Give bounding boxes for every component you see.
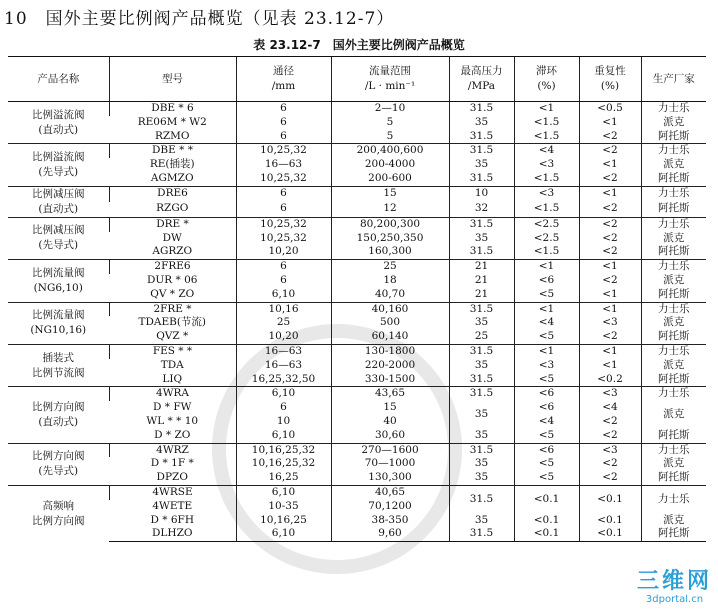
table-cell: 2FRE * <box>109 302 236 316</box>
table-cell: <5 <box>514 457 579 471</box>
table-cell: 10,25,32 <box>236 217 331 231</box>
product-name-cell: 高频响 比例方向阀 <box>8 485 109 541</box>
table-cell: 31.5 <box>449 172 514 186</box>
table-cell: 6,10 <box>236 288 331 302</box>
table-cell: 70,1200 <box>331 500 449 514</box>
table-cell: 10,16,25,32 <box>236 457 331 471</box>
table-cell: 10,16 <box>236 302 331 316</box>
table-cell: 31.5 <box>449 373 514 387</box>
table-cell: <2 <box>579 217 641 231</box>
table-cell: 60,140 <box>331 330 449 344</box>
product-name-cell: 比例减压阀 (先导式) <box>8 217 109 259</box>
table-cell: 30,60 <box>331 429 449 443</box>
table-row <box>8 245 706 259</box>
table-cell: 130-1800 <box>331 344 449 358</box>
table-cell: DUR * 06 <box>147 273 198 286</box>
table-cell: <4 <box>514 316 579 330</box>
table-cell: <2.5 <box>514 232 579 246</box>
table-cell: 4WRZ <box>109 443 236 457</box>
table-row <box>8 443 706 457</box>
table-row <box>8 485 706 499</box>
product-name-cell: 比例流量阀 (NG6,10) <box>8 260 109 302</box>
table-cell: 31.5 <box>449 344 514 358</box>
table-cell: 5 <box>331 130 449 144</box>
table-cell: <5 <box>514 471 579 485</box>
table-cell: 阿托斯 <box>641 245 706 259</box>
table-cell: 10,16,25,32 <box>236 443 331 457</box>
table-row <box>8 316 706 330</box>
table-cell: 16—63 <box>236 344 331 358</box>
table-cell: <1 <box>514 260 579 274</box>
table-cell: 10,25,32 <box>236 232 331 246</box>
table-cell: 6 <box>236 102 331 116</box>
table-cell: <1.5 <box>514 245 579 259</box>
table-cell: <2 <box>579 130 641 144</box>
table-cell: 10,16,25 <box>236 514 331 528</box>
table-cell: RE06M * W2 <box>137 115 207 128</box>
table-cell: 150,250,350 <box>331 232 449 246</box>
table-row <box>8 330 706 344</box>
table-cell: 10 <box>236 415 331 429</box>
table-cell: 力士乐 <box>641 217 706 231</box>
table-cell: 4WRSE <box>109 485 236 499</box>
table-cell: 15 <box>331 186 449 202</box>
column-header: 最高压力 /MPa <box>449 57 514 102</box>
table-cell: <0.1 <box>514 485 579 513</box>
table-cell: <1.5 <box>514 116 579 130</box>
table-cell: 25 <box>449 330 514 344</box>
table-cell: 阿托斯 <box>641 373 706 387</box>
table-cell: 6 <box>236 116 331 130</box>
table-cell: 阿托斯 <box>641 130 706 144</box>
table-cell: 31.5 <box>449 144 514 158</box>
table-cell: <2.5 <box>514 217 579 231</box>
table-cell: <3 <box>514 359 579 373</box>
column-header: 流量范围 /L · min⁻¹ <box>331 57 449 102</box>
table-cell: 6,10 <box>236 387 331 401</box>
table-cell: FES * * <box>109 344 236 358</box>
table-cell: 10,20 <box>236 330 331 344</box>
table-cell: QV * ZO <box>150 287 195 300</box>
product-name-cell: 比例流量阀 (NG10,16) <box>8 302 109 344</box>
table-cell: 6 <box>236 260 331 274</box>
table-cell: 25 <box>236 316 331 330</box>
table-cell: <5 <box>514 288 579 302</box>
table-cell: 派克 <box>641 316 706 330</box>
table-cell: <2 <box>579 471 641 485</box>
table-cell: <3 <box>514 158 579 172</box>
table-cell: 阿托斯 <box>641 527 706 541</box>
table-row <box>8 260 706 274</box>
table-row <box>8 116 706 130</box>
table-cell: 阿托斯 <box>641 330 706 344</box>
table-cell: 2—10 <box>331 102 449 116</box>
product-table <box>8 56 706 542</box>
table-cell: 阿托斯 <box>641 288 706 302</box>
table-cell: DRE * <box>109 217 236 231</box>
table-cell: <0.5 <box>579 102 641 116</box>
product-name-cell: 比例溢流阀 (先导式) <box>8 144 109 186</box>
table-cell: 43,65 <box>331 387 449 401</box>
header-row <box>8 57 706 102</box>
table-cell: 35 <box>449 471 514 485</box>
table-cell: <1 <box>579 116 641 130</box>
table-caption: 表 23.12-7 国外主要比例阀产品概览 <box>253 38 465 52</box>
table-cell: <1 <box>579 288 641 302</box>
table-cell: 力士乐 <box>641 443 706 457</box>
table-cell: 派克 <box>641 514 706 528</box>
table-row <box>8 217 706 231</box>
table-cell: <1 <box>579 186 641 202</box>
table-cell: 派克 <box>641 401 706 429</box>
table-cell: 31.5 <box>449 387 514 401</box>
table-row <box>8 232 706 246</box>
table-cell: <6 <box>514 387 579 401</box>
table-row <box>8 401 706 415</box>
table-cell: 31.5 <box>449 527 514 541</box>
table-cell: <1 <box>579 344 641 358</box>
table-cell: 200-4000 <box>331 158 449 172</box>
table-cell: <5 <box>514 373 579 387</box>
table-cell: <0.1 <box>579 527 641 541</box>
logo-url: 3dportal.cn <box>645 594 704 605</box>
table-cell: <1 <box>579 359 641 373</box>
table-cell: 16,25 <box>236 471 331 485</box>
table-cell: <2 <box>579 172 641 186</box>
table-cell: <1.5 <box>514 172 579 186</box>
table-cell: <3 <box>579 316 641 330</box>
table-cell: DRE6 <box>109 186 236 202</box>
table-cell: 阿托斯 <box>641 172 706 186</box>
site-logo <box>637 570 712 605</box>
table-cell: 派克 <box>641 232 706 246</box>
table-row <box>8 344 706 358</box>
table-cell: 35 <box>449 429 514 443</box>
table-row <box>8 527 706 541</box>
table-row <box>8 274 706 288</box>
table-cell: WL * * 10 <box>146 414 199 427</box>
table-cell: <1 <box>579 260 641 274</box>
table-cell: <3 <box>579 387 641 401</box>
table-cell: 力士乐 <box>641 260 706 274</box>
table-cell: 6 <box>236 401 331 415</box>
table-cell: 4WRA <box>109 387 236 401</box>
column-header: 通径 /mm <box>236 57 331 102</box>
table-cell: 21 <box>449 260 514 274</box>
table-row <box>8 158 706 172</box>
table-cell: 70—1000 <box>331 457 449 471</box>
table-row <box>8 429 706 443</box>
table-cell: 6 <box>236 130 331 144</box>
table-cell: 35 <box>449 116 514 130</box>
table-cell: DBE * * <box>109 144 236 158</box>
table-cell: <4 <box>514 144 579 158</box>
table-cell: 31.5 <box>449 217 514 231</box>
table-cell: <1 <box>514 302 579 316</box>
table-cell: 4WETE <box>152 499 193 512</box>
table-cell: <0.2 <box>579 373 641 387</box>
table-cell: 31.5 <box>449 302 514 316</box>
table-cell: <2 <box>579 330 641 344</box>
table-cell: 35 <box>449 401 514 429</box>
table-cell: 160,300 <box>331 245 449 259</box>
table-cell: 16,25,32,50 <box>236 373 331 387</box>
table-cell: 35 <box>449 514 514 528</box>
table-cell: 6,10 <box>236 485 331 499</box>
table-header <box>8 57 706 102</box>
table-cell: <6 <box>514 401 579 415</box>
table-cell: 5 <box>331 116 449 130</box>
table-cell: 派克 <box>641 274 706 288</box>
table-cell: AGMZO <box>150 171 194 184</box>
table-row <box>8 130 706 144</box>
table-row <box>8 415 706 429</box>
table-cell: 330-1500 <box>331 373 449 387</box>
table-cell: 10,25,32 <box>236 144 331 158</box>
table-cell: 31.5 <box>449 443 514 457</box>
table-cell: 270—1600 <box>331 443 449 457</box>
table-cell: 力士乐 <box>641 302 706 316</box>
table-cell: 40,65 <box>331 485 449 499</box>
table-cell: <2 <box>579 457 641 471</box>
table-cell: RZMO <box>154 129 190 142</box>
table-cell: 阿托斯 <box>641 429 706 443</box>
table-cell: 35 <box>449 232 514 246</box>
table-cell: 38-350 <box>331 514 449 528</box>
table-cell: 派克 <box>641 158 706 172</box>
table-row <box>8 302 706 316</box>
column-header: 生产厂家 <box>641 57 706 102</box>
product-name-cell: 比例方向阀 (先导式) <box>8 443 109 485</box>
table-cell: 力士乐 <box>641 144 706 158</box>
table-cell: 12 <box>331 202 449 218</box>
table-cell: 40,70 <box>331 288 449 302</box>
table-cell: 32 <box>449 202 514 218</box>
table-cell: <2 <box>579 202 641 218</box>
table-cell: <3 <box>579 443 641 457</box>
column-header: 产品名称 <box>8 57 109 102</box>
logo-mark: 三维网 <box>636 569 712 594</box>
column-header: 重复性 (%) <box>579 57 641 102</box>
table-cell: <2 <box>579 274 641 288</box>
table-cell: D * FW <box>153 401 192 414</box>
table-cell: DBE * 6 <box>109 102 236 116</box>
table-cell: <2 <box>579 232 641 246</box>
table-cell: 21 <box>449 274 514 288</box>
table-cell: 40,160 <box>331 302 449 316</box>
table-row <box>8 186 706 202</box>
table-cell: 31.5 <box>449 485 514 513</box>
table-cell: 6,10 <box>236 527 331 541</box>
table-cell: 6 <box>236 186 331 202</box>
table-cell: <5 <box>514 330 579 344</box>
table-cell: <1 <box>579 302 641 316</box>
table-cell: D * 6FH <box>150 513 194 526</box>
table-cell: <4 <box>514 415 579 429</box>
table-cell: 10 <box>449 186 514 202</box>
column-header: 型号 <box>109 57 236 102</box>
table-cell: 21 <box>449 288 514 302</box>
product-name-cell: 插装式 比例节流阀 <box>8 344 109 386</box>
table-cell: <0.1 <box>514 527 579 541</box>
table-cell: TDAEB(节流) <box>138 316 207 329</box>
table-cell: <6 <box>514 274 579 288</box>
table-cell: 派克 <box>641 116 706 130</box>
table-cell: 10-35 <box>236 500 331 514</box>
table-cell: 2FRE6 <box>109 260 236 274</box>
table-cell: 200-600 <box>331 172 449 186</box>
table-cell: <2 <box>579 144 641 158</box>
table-cell: 力士乐 <box>641 102 706 116</box>
table-row <box>8 457 706 471</box>
table-cell: 6 <box>236 274 331 288</box>
table-cell: 16—63 <box>236 359 331 373</box>
table-cell: <0.1 <box>579 514 641 528</box>
table-cell: 31.5 <box>449 130 514 144</box>
table-cell: 18 <box>331 274 449 288</box>
table-row <box>8 102 706 116</box>
table-cell: 力士乐 <box>641 344 706 358</box>
table-cell: LIQ <box>162 372 183 385</box>
table-cell: QVZ * <box>156 330 189 343</box>
table-cell: <1 <box>514 344 579 358</box>
table-cell: <1.5 <box>514 202 579 218</box>
table-cell: 130,300 <box>331 471 449 485</box>
table-cell: 力士乐 <box>641 186 706 202</box>
table-cell: AGRZO <box>152 245 193 258</box>
table-cell: <3 <box>514 186 579 202</box>
table-cell: 15 <box>331 401 449 415</box>
table-row <box>8 288 706 302</box>
table-cell: D * ZO <box>154 428 191 441</box>
table-row <box>8 373 706 387</box>
table-cell: DLHZO <box>109 527 236 541</box>
table-row <box>8 144 706 158</box>
table-cell: 35 <box>449 158 514 172</box>
table-cell: 35 <box>449 457 514 471</box>
table-cell: <6 <box>514 443 579 457</box>
table-cell: 派克 <box>641 457 706 471</box>
table-cell: 25 <box>331 260 449 274</box>
table-cell: RE(插装) <box>149 158 195 171</box>
table-cell: <2 <box>579 245 641 259</box>
table-cell: 力士乐 <box>641 387 706 401</box>
table-cell: DW <box>162 231 182 244</box>
table-cell: DPZO <box>156 471 188 484</box>
table-cell: <0.1 <box>579 485 641 513</box>
table-cell: 35 <box>449 359 514 373</box>
table-cell: 力士乐 <box>641 485 706 513</box>
product-name-cell: 比例方向阀 (直动式) <box>8 387 109 443</box>
table-cell: <1 <box>579 158 641 172</box>
table-cell: 6 <box>236 202 331 218</box>
table-cell: 阿托斯 <box>641 471 706 485</box>
table-cell: 31.5 <box>449 245 514 259</box>
table-cell: 200,400,600 <box>331 144 449 158</box>
table-cell: 6,10 <box>236 429 331 443</box>
table-cell: 220-2000 <box>331 359 449 373</box>
table-cell: <5 <box>514 429 579 443</box>
table-cell: 80,200,300 <box>331 217 449 231</box>
section-heading: 10 国外主要比例阀产品概览（见表 23.12-7） <box>4 9 395 29</box>
table-row <box>8 387 706 401</box>
table-body <box>8 102 706 542</box>
column-header: 滞环 (%) <box>514 57 579 102</box>
table-cell: <4 <box>579 401 641 415</box>
table-cell: 派克 <box>641 359 706 373</box>
product-name-cell: 比例减压阀 (直动式) <box>8 186 109 217</box>
table-cell: <2 <box>579 429 641 443</box>
table-cell: <2 <box>579 415 641 429</box>
table-cell: 16—63 <box>236 158 331 172</box>
table-cell: 10,25,32 <box>236 172 331 186</box>
table-row <box>8 359 706 373</box>
table-cell: 9,60 <box>331 527 449 541</box>
table-row <box>8 471 706 485</box>
table-cell: 31.5 <box>449 102 514 116</box>
product-name-cell: 比例溢流阀 (直动式) <box>8 102 109 144</box>
table-cell: 阿托斯 <box>641 202 706 218</box>
table-cell: <0.1 <box>514 514 579 528</box>
table-cell: TDA <box>160 358 184 371</box>
table-cell: 500 <box>331 316 449 330</box>
table-cell: <1 <box>514 102 579 116</box>
table-row <box>8 202 706 218</box>
table-cell: 35 <box>449 316 514 330</box>
table-cell: 10,20 <box>236 245 331 259</box>
table-row <box>8 514 706 528</box>
table-cell: <1.5 <box>514 130 579 144</box>
table-cell: RZGO <box>156 202 189 215</box>
table-cell: D * 1F * <box>150 457 194 470</box>
table-cell: 40 <box>331 415 449 429</box>
table-row <box>8 172 706 186</box>
